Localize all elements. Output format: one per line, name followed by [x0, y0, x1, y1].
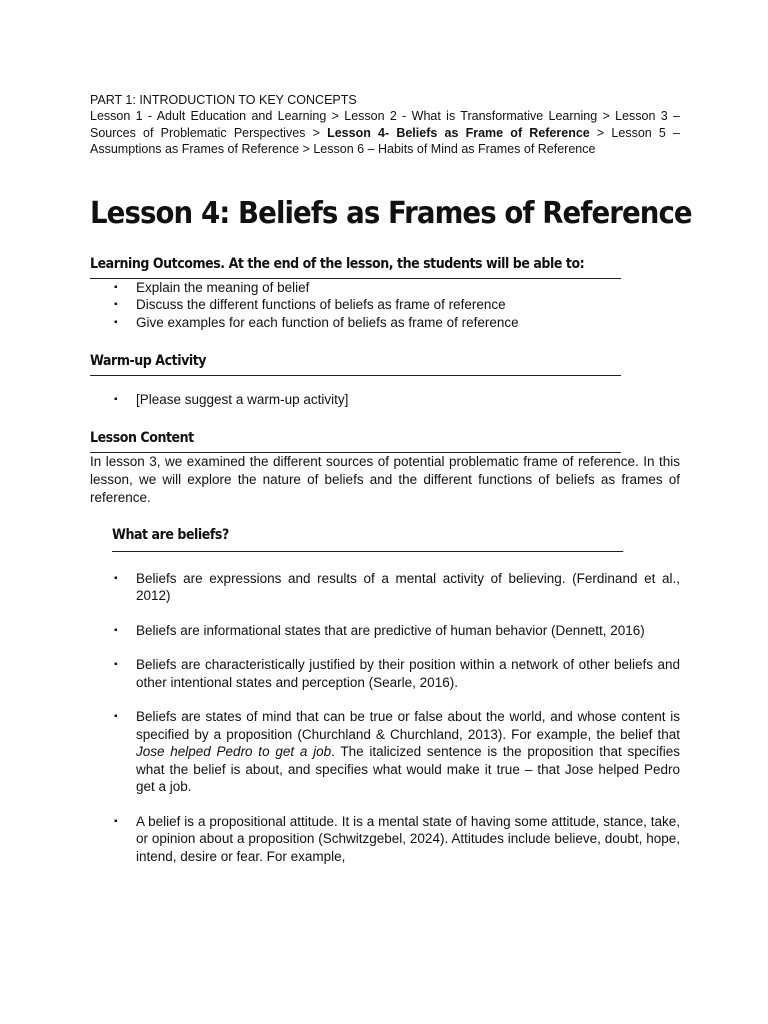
warmup-heading: Warm-up Activity [90, 353, 621, 376]
list-item: ▪ Discuss the different functions of beliefs as frame of reference [114, 297, 506, 312]
outcomes-list [90, 279, 680, 332]
list-item: ▪ Explain the meaning of belief [114, 279, 310, 295]
italic-proposition: Jose helped Pedro to get a job [136, 744, 332, 759]
breadcrumb-before: Lesson 1 - Adult Education and Learning > Lesson 2 - What is Transformative Learning > Lesson 3 – Sources of Problematic Perspectives > [90, 109, 680, 140]
bullet-icon: ▪ [114, 711, 118, 722]
warmup-section [90, 353, 680, 409]
content-section [90, 430, 680, 507]
page-title: Lesson 4: Beliefs as Frames of Reference [90, 195, 692, 231]
list-item: ▪ Beliefs are expressions and results of a mental activity of believing. (Ferdinand et al., 2012) [114, 570, 680, 603]
bullet-icon: ▪ [114, 815, 118, 827]
breadcrumb [90, 108, 680, 158]
document-page [90, 92, 692, 882]
breadcrumb-current: Lesson 4- Beliefs as Frame of Reference [327, 125, 590, 140]
list-item: ▪ Beliefs are characteristically justified by their position within a network of other beliefs and other intentional states and perception (Searle, 2016). [114, 657, 680, 690]
warmup-list [90, 391, 680, 409]
bullet-icon: ▪ [114, 659, 118, 670]
outcomes-heading: Learning Outcomes. At the end of the lesson, the students will be able to: [90, 256, 621, 279]
content-paragraph: In lesson 3, we examined the different sources of potential problematic frame of reference. In this lesson, we will explore the nature of beliefs and the different functions of beliefs as frames of reference. [90, 453, 680, 505]
breadcrumb-after: > Lesson 5 – Assumptions as Frames of Reference > Lesson 6 – Habits of Mind as Frames of Reference [90, 125, 681, 156]
part-heading: PART 1: INTRODUCTION TO KEY CONCEPTS [90, 93, 357, 107]
beliefs-list [112, 570, 680, 866]
outcomes-section [90, 256, 680, 332]
bullet-icon: ▪ [114, 572, 118, 584]
beliefs-heading: What are beliefs? [112, 527, 623, 552]
bullet-icon: ▪ [114, 624, 118, 636]
list-item: ▪ Beliefs are states of mind that can be true or false about the world, and whose content is specified by a proposition (Churchland & Churchland, 2013). For example, the belief that Jose helped Pedro to get a job. The italicized sentence is the proposition that specifies what the belief is about, and specifies what would make it true – that Jose helped Pedro get a job. [114, 709, 680, 794]
list-item: ▪ Give examples for each function of beliefs as frame of reference [114, 314, 519, 330]
bullet-icon: ▪ [114, 316, 118, 328]
bullet-icon: ▪ [114, 281, 118, 293]
bullet-icon: ▪ [114, 394, 118, 405]
content-heading: Lesson Content [90, 430, 621, 453]
bullet-icon: ▪ [114, 299, 118, 310]
list-item: ▪ A belief is a propositional attitude. It is a mental state of having some attitude, stance, take, or opinion about a proposition (Schwitzgebel, 2024). Attitudes include believe, doubt, hope, intend, desire or fear. For example, [114, 813, 680, 864]
list-item: ▪ [Please suggest a warm-up activity] [114, 392, 349, 407]
list-item: ▪ Beliefs are informational states that are predictive of human behavior (Dennett, 2016) [114, 622, 645, 638]
beliefs-section [112, 527, 680, 866]
